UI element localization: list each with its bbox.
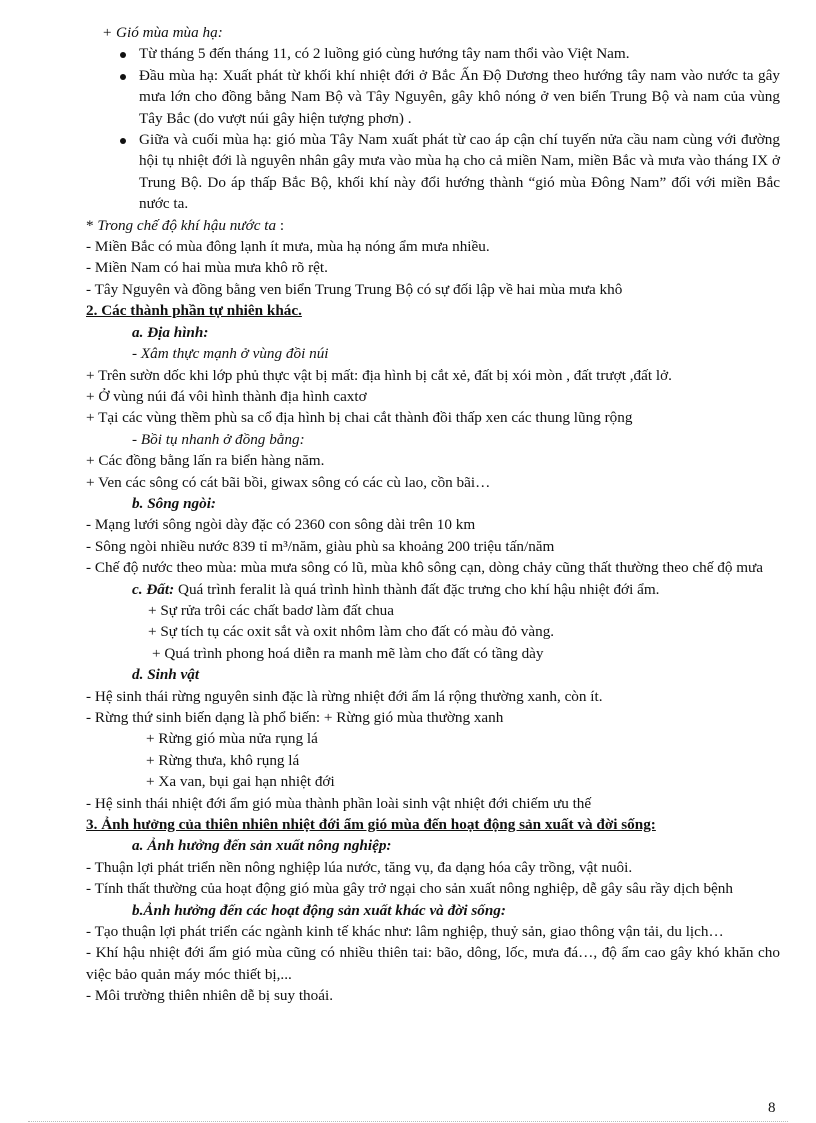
list-item: + Sự tích tụ các oxit sắt và oxit nhôm làm cho đất có màu đỏ vàng. <box>148 623 555 641</box>
bullet-icon <box>120 138 126 144</box>
list-item: - Chế độ nước theo mùa: mùa mưa sông có lũ, mùa khô sông cạn, dòng chảy cũng thất thường theo chế độ mưa <box>86 559 764 577</box>
soil-title: c. Đất: <box>132 580 175 598</box>
list-item: - Thuận lợi phát triển nền nông nghiệp lúa nước, tăng vụ, đa dạng hóa cây trồng, vật nuôi. <box>86 858 633 876</box>
bullet-icon <box>120 52 126 58</box>
list-item: - Tính thất thường của hoạt động gió mùa gây trở ngại cho sản xuất nông nghiệp, dễ gây sâu rầy dịch bệnh <box>86 880 733 898</box>
bullet-text: Giữa và cuối mùa hạ: gió mùa Tây Nam xuất phát từ cao áp cận chí tuyến nửa cầu nam cùng với đường hội tụ nhiệt đới là nguyên nhân gây mưa vào mùa hạ cho cả miền Nam, miền Bắc và mưa vào tháng IX ở Trung Bộ. Do áp thấp Bắc Bộ, khối khí này đổi hướng thành “gió mùa Đông Nam” đối với miền Bắc nước ta. <box>139 131 780 213</box>
rivers-title: b. Sông ngòi: <box>132 494 216 512</box>
climate-regime-heading <box>86 215 780 236</box>
list-item: + Sự rửa trôi các chất badơ làm đất chua <box>148 601 395 619</box>
monsoon-summer-heading: + Gió mùa mùa hạ: <box>102 24 223 41</box>
list-item: + Quá trình phong hoá diễn ra manh mẽ làm cho đất có tầng dày <box>152 644 544 662</box>
list-item: + Các đồng bằng lấn ra biển hàng năm. <box>86 452 325 470</box>
monsoon-summer-bullets <box>86 43 780 214</box>
heading-tail: : <box>276 216 285 234</box>
list-item: - Khí hậu nhiệt đới ẩm gió mùa cũng có nhiều thiên tai: bão, dông, lốc, mưa đá…, độ ẩm cao gây khó khăn cho việc bảo quản máy móc thiết bị,... <box>86 944 780 983</box>
list-item <box>86 43 780 64</box>
list-item: - Hệ sinh thái rừng nguyên sinh đặc là rừng nhiệt đới ẩm lá rộng thường xanh, còn ít. <box>86 687 603 705</box>
terrain-subheading: - Xâm thực mạnh ở vùng đồi núi <box>132 345 329 363</box>
list-item: - Miền Nam có hai mùa mưa khô rõ rệt. <box>86 259 328 277</box>
list-item: - Rừng thứ sinh biến dạng là phổ biến: + Rừng gió mùa thường xanh <box>86 709 504 726</box>
list-item: + Rừng thưa, khô rụng lá <box>146 751 300 769</box>
heading-star: * <box>86 216 98 234</box>
list-item <box>86 65 780 129</box>
other-activities-title: b.Ảnh hưởng đến các hoạt động sản xuất khác và đời sống: <box>132 901 506 919</box>
list-item: + Ở vùng núi đá vôi hình thành địa hình caxtơ <box>86 387 367 405</box>
list-item: + Tại các vùng thềm phù sa cổ địa hình bị chai cắt thành đồi thấp xen các thung lũng rộng <box>86 409 633 427</box>
list-item: - Miền Bắc có mùa đông lạnh ít mưa, mùa hạ nóng ẩm mưa nhiều. <box>86 238 490 256</box>
list-item <box>86 129 780 215</box>
terrain-subheading: - Bồi tụ nhanh ở đồng bằng: <box>132 430 305 448</box>
list-item: - Mạng lưới sông ngòi dày đặc có 2360 con sông dài trên 10 km <box>86 516 476 534</box>
list-item: - Sông ngòi nhiều nước 839 tỉ m³/năm, giàu phù sa khoảng 200 triệu tấn/năm <box>86 537 555 555</box>
list-item: - Tạo thuận lợi phát triển các ngành kinh tế khác như: lâm nghiệp, thuỷ sản, giao thông vận tải, du lịch… <box>86 923 724 941</box>
footer-divider <box>28 1121 788 1122</box>
soil-text: Quá trình feralit là quá trình hình thành đất đặc trưng cho khí hậu nhiệt đới ẩm. <box>174 580 660 598</box>
list-item: - Môi trường thiên nhiên dễ bị suy thoái. <box>86 987 333 1005</box>
bullet-icon <box>120 74 126 80</box>
list-item: - Tây Nguyên và đồng bằng ven biển Trung Trung Bộ có sự đối lập về hai mùa mưa khô <box>86 280 623 298</box>
terrain-title: a. Địa hình: <box>132 323 209 341</box>
list-item: + Trên sườn dốc khi lớp phủ thực vật bị mất: địa hình bị cắt xẻ, đất bị xói mòn , đất trượt ,đất lở. <box>86 366 672 384</box>
soil-paragraph <box>86 579 780 600</box>
heading-italic: Trong chế độ khí hậu nước ta <box>97 216 277 234</box>
agri-title: a. Ảnh hưởng đến sản xuất nông nghiệp: <box>132 837 392 855</box>
page-content <box>86 22 780 1007</box>
bullet-text: Từ tháng 5 đến tháng 11, có 2 luồng gió cùng hướng tây nam thổi vào Việt Nam. <box>139 45 630 63</box>
list-item: + Ven các sông có cát bãi bồi, giwax sông có các cù lao, cồn bãi… <box>86 473 491 491</box>
bullet-text: Đầu mùa hạ: Xuất phát từ khối khí nhiệt đới ở Bắc Ấn Độ Dương theo hướng tây nam vào nước ta gây mưa lớn cho đồng bằng Nam Bộ và Tây Nguyên, gây khô nóng ở ven biển Trung Bộ và nam của vùng Tây Bắc (do vượt núi gây hiện tượng phơn) . <box>139 66 780 127</box>
section-3-title: 3. Ảnh hưởng của thiên nhiên nhiệt đới ẩm gió mùa đến hoạt động sản xuất và đời sống: <box>86 816 656 834</box>
list-item: + Xa van, bụi gai hạn nhiệt đới <box>146 773 335 791</box>
page-number: 8 <box>768 1100 776 1116</box>
biota-title: d. Sinh vật <box>132 666 200 684</box>
section-2-title: 2. Các thành phần tự nhiên khác. <box>86 302 302 320</box>
list-item: + Rừng gió mùa nửa rụng lá <box>146 730 318 748</box>
list-item: - Hệ sinh thái nhiệt đới ẩm gió mùa thành phần loài sinh vật nhiệt đới chiếm ưu thế <box>86 794 592 812</box>
